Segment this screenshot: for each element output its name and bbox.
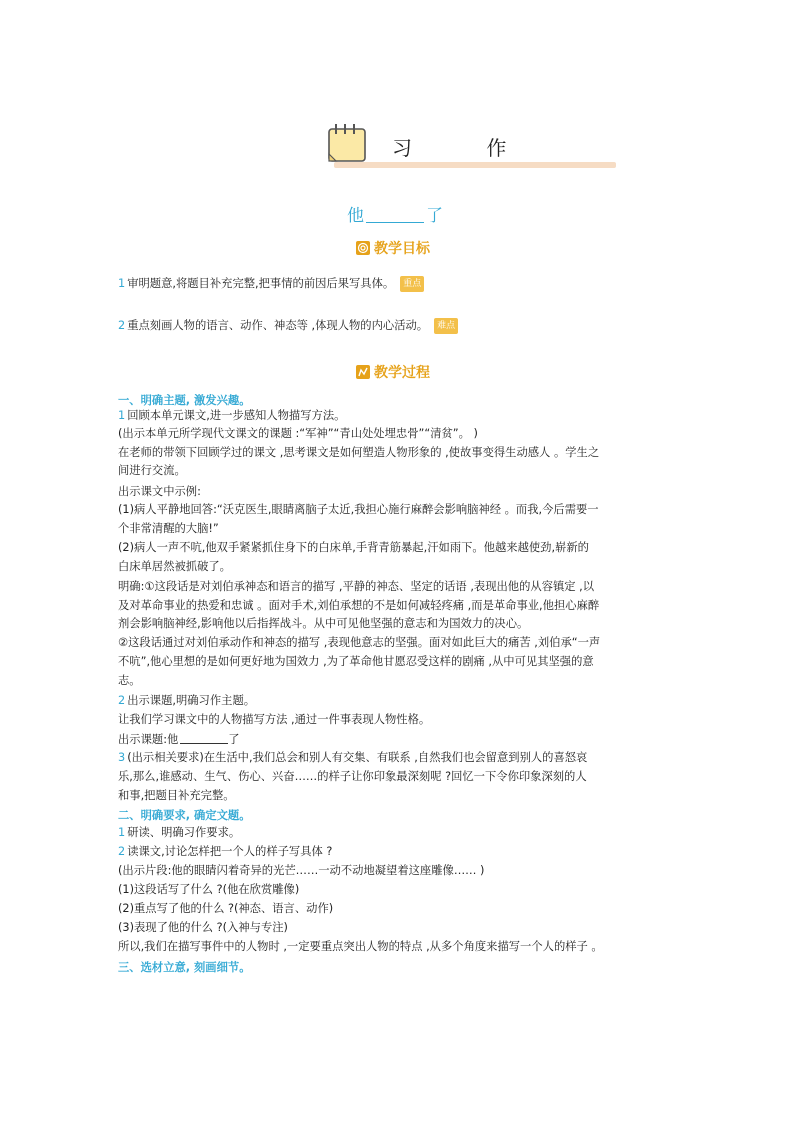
- paragraph-text: 研读、明确习作要求。: [127, 826, 241, 839]
- goals-heading-text: 教学目标: [374, 241, 430, 257]
- goal-num: 1: [118, 277, 126, 290]
- part-1-title: 一、明确主题, 激发兴趣。: [118, 394, 251, 407]
- paragraph-text: 出示课题,明确习作主题。: [127, 694, 256, 707]
- paragraph: 个非常清醒的大脑!”: [118, 522, 219, 535]
- goal-item-2: [118, 318, 458, 334]
- item-num: 3: [118, 751, 126, 764]
- paragraph-text: 了: [228, 733, 240, 746]
- paragraph: 不吭”,他心里想的是如何更好地为国效力 ,为了革命他甘愿忍受这样的剧痛 ,从中可见其坚强的意: [118, 655, 594, 668]
- paragraph: 乐,那么,谁感动、生气、伤心、兴奋……的样子让你印象最深刻呢 ?回忆一下令你印象深刻的人: [118, 770, 587, 783]
- section-header: [326, 118, 616, 172]
- item-num: 2: [118, 845, 126, 858]
- paragraph: 及对革命事业的热爱和忠诚 。面对手术,刘伯承想的不是如何减轻疼痛 ,而是革命事业,他担心麻醉: [118, 599, 600, 612]
- part-2-title: 二、明确要求, 确定文题。: [118, 809, 251, 822]
- paragraph: (出示本单元所学现代文课文的课题 :“军神”“青山处处埋忠骨”“清贫”。 ): [118, 427, 478, 440]
- part-3-title: 三、选材立意, 刻画细节。: [118, 961, 251, 974]
- paragraph: 让我们学习课文中的人物描写方法 ,通过一件事表现人物性格。: [118, 713, 431, 726]
- item-num: 1: [118, 826, 126, 839]
- paragraph: [118, 409, 345, 423]
- paragraph: [118, 751, 587, 765]
- subject-blank: [366, 208, 424, 223]
- paragraph-text: 回顾本单元课文,进一步感知人物描写方法。: [127, 409, 346, 422]
- difficulty-badge: 难点: [434, 318, 458, 334]
- paragraph: 和事,把题目补充完整。: [118, 789, 235, 802]
- target-icon: [356, 241, 370, 255]
- paragraph: 明确:①这段话是对刘伯承神态和语言的描写 ,平静的神态、坚定的话语 ,表现出他的从容镇定 ,以: [118, 580, 595, 593]
- paragraph: (1)病人平静地回答:“沃克医生,眼睛离脑子太近,我担心施行麻醉会影响脑神经 。而我,今后需要一: [118, 503, 599, 516]
- paragraph-text: (出示相关要求)在生活中,我们总会和别人有交集、有联系 ,自然我们也会留意到别人的喜怒哀: [127, 751, 588, 764]
- goal-text: 审明题意,将题目补充完整,把事情的前因后果写具体。: [127, 277, 395, 290]
- item-num: 2: [118, 694, 126, 707]
- header-title: 习 作: [392, 136, 541, 160]
- paragraph-text: 读课文,讨论怎样把一个人的样子写具体 ?: [127, 845, 333, 858]
- subject-prefix: 他: [347, 206, 364, 226]
- subject-suffix: 了: [426, 206, 443, 226]
- process-icon: [356, 365, 370, 379]
- paragraph: 白床单居然被抓破了。: [118, 560, 231, 573]
- paragraph: 志。: [118, 674, 141, 687]
- paragraph: 剂会影响脑神经,影响他以后指挥战斗。从中可见他坚强的意志和为国效力的决心。: [118, 617, 529, 630]
- header-underline: [334, 162, 616, 168]
- subject-title: [347, 201, 443, 226]
- paragraph: (出示片段:他的眼睛闪着奇异的光芒……一动不动地凝望着这座雕像…… ): [118, 864, 485, 877]
- paragraph: 所以,我们在描写事件中的人物时 ,一定要重点突出人物的特点 ,从多个角度来描写一个人的样子 。: [118, 940, 603, 953]
- paragraph: [118, 826, 240, 840]
- goal-item-1: [118, 276, 424, 292]
- notebook-icon: [326, 120, 372, 164]
- goal-num: 2: [118, 319, 126, 332]
- paragraph: [118, 845, 332, 859]
- goals-heading: [356, 238, 430, 258]
- paragraph: [118, 694, 255, 708]
- goal-text: 重点刻画人物的语言、动作、神态等 ,体现人物的内心活动。: [127, 319, 429, 332]
- paragraph: (1)这段话写了什么 ?(他在欣赏雕像): [118, 883, 300, 896]
- paragraph: 在老师的带领下回顾学过的课文 ,思考课文是如何塑造人物形象的 ,使故事变得生动感人 。学生之: [118, 446, 600, 459]
- process-heading-text: 教学过程: [374, 365, 430, 381]
- item-num: 1: [118, 409, 126, 422]
- paragraph: 出示课文中示例:: [118, 485, 201, 498]
- paragraph: (2)重点写了他的什么 ?(神态、语言、动作): [118, 902, 334, 915]
- paragraph: (3)表现了他的什么 ?(入神与专注): [118, 921, 288, 934]
- paragraph: ②这段话通过对刘伯承动作和神态的描写 ,表现他意志的坚强。面对如此巨大的痛苦 ,刘伯承“一声: [118, 636, 601, 649]
- title-blank: [180, 732, 228, 744]
- paragraph-text: 出示课题:他: [118, 733, 179, 746]
- paragraph: (2)病人一声不吭,他双手紧紧抓住身下的白床单,手背青筋暴起,汗如雨下。他越来越使劲,崭新的: [118, 541, 589, 554]
- key-point-badge: 重点: [400, 276, 424, 292]
- paragraph: 间进行交流。: [118, 464, 186, 477]
- process-heading: [356, 362, 430, 382]
- paragraph: [118, 732, 240, 747]
